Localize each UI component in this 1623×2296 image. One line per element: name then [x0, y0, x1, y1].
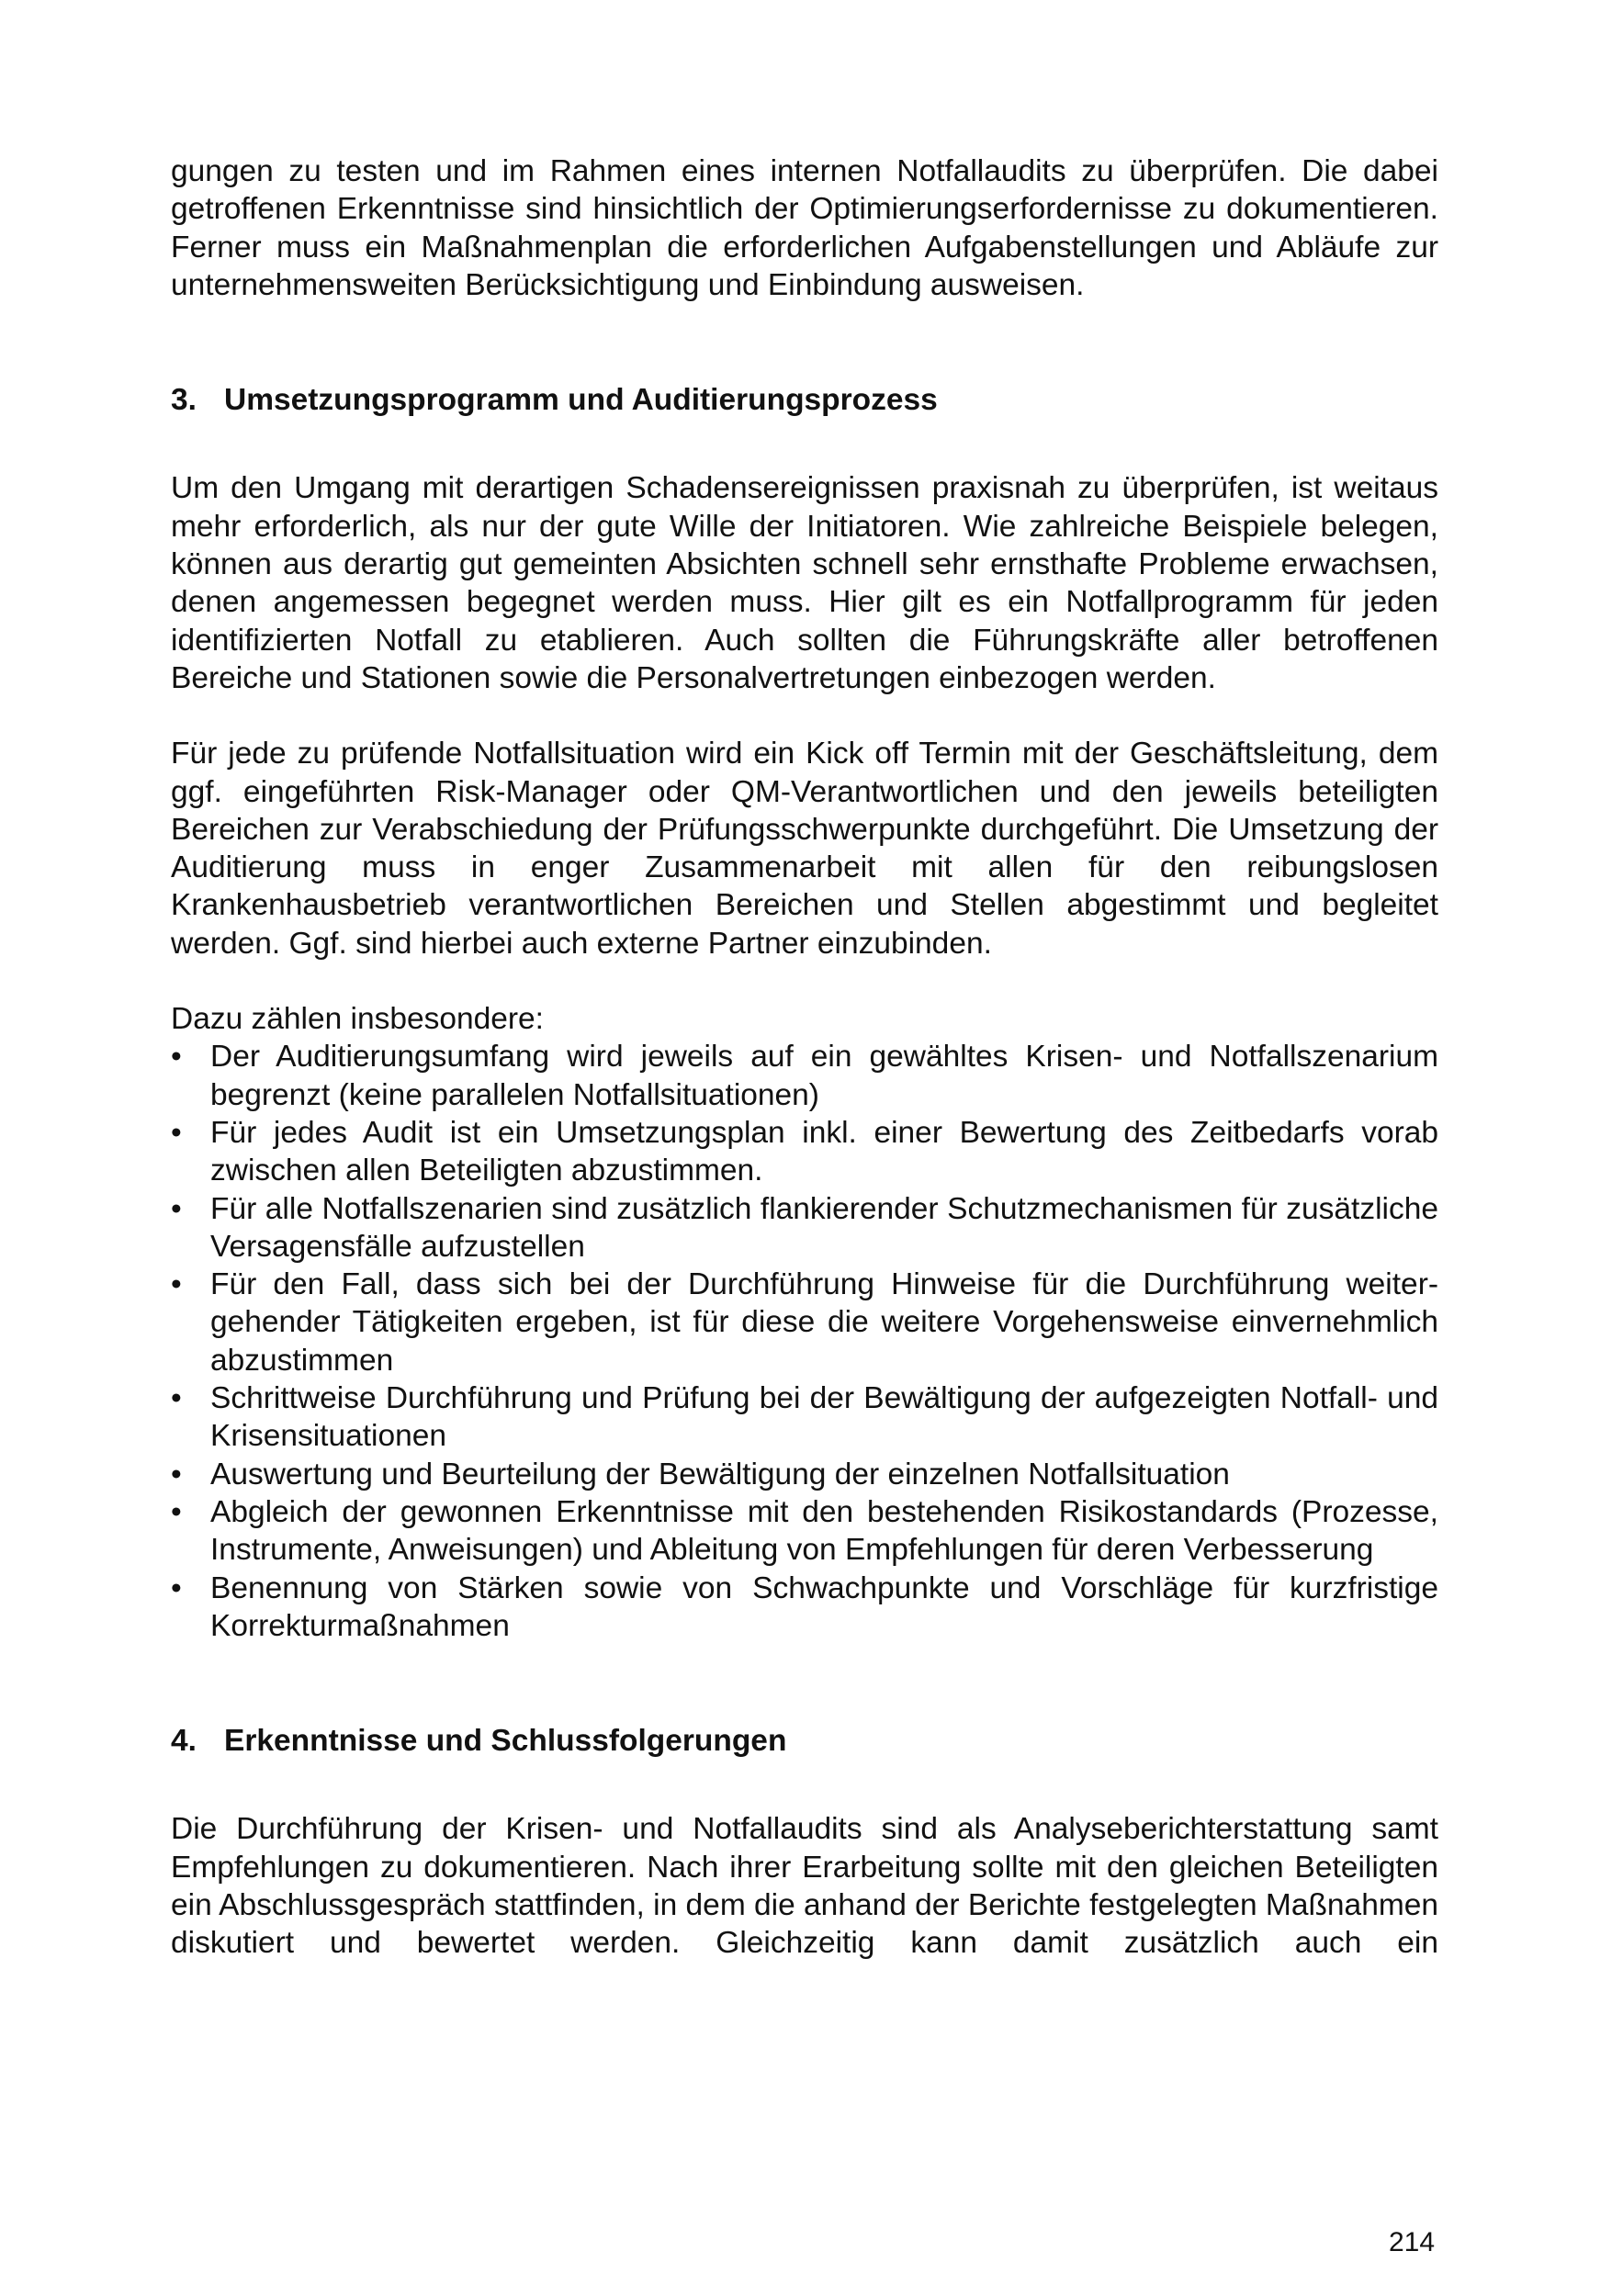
bullet-icon: •	[171, 1494, 182, 1529]
list-item	[171, 1456, 1438, 1493]
list-item-text: Für jedes Audit ist ein Umsetzungsplan inkl. einer Bewertung des Zeitbedarfs vorab zwischen allen Beteiligten abzustimmen.	[210, 1115, 1438, 1188]
list-item-text: Der Auditierungsumfang wird jeweils auf ein gewähltes Krisen- und Notfallszenarium begrenzt (keine parallelen Notfallsituationen)	[210, 1040, 1438, 1112]
section-3-title: Umsetzungsprogramm und Auditierungsprozess	[224, 383, 938, 418]
bullet-list	[171, 1038, 1438, 1645]
list-item	[171, 1190, 1438, 1266]
list-item-text: Schrittweise Durchführung und Prüfung bei der Bewältigung der aufgezeigten Notfall- und Krisensituationen	[210, 1381, 1438, 1454]
bullet-icon: •	[171, 1267, 182, 1302]
list-intro: Dazu zählen insbesondere:	[171, 1002, 544, 1037]
list-item-text: Abgleich der gewonnen Erkenntnisse mit den bestehenden Risikostandards (Prozesse, Instrumente, Anweisungen) und Ableitung von Empfehlungen für deren Verbesserung	[210, 1494, 1438, 1568]
intro-paragraph: gungen zu testen und im Rahmen eines internen Notfallaudits zu überprüfen. Die dabei getroffenen Erkenntnisse sind hinsichtlich der Optimierungserfordernisse zu dokumentieren. Ferner muss ein Maßnahmenplan die erforderlichen Aufgabenstellungen und Abläufe zur unternehmensweiten Berücksichtigung und Einbindung ausweisen.	[171, 154, 1438, 302]
list-item	[171, 1266, 1438, 1379]
bullet-icon: •	[171, 1191, 182, 1226]
section-4-paragraph-1: Die Durchführung der Krisen- und Notfallaudits sind als Analyseberichterstattung samt Empfehlungen zu dokumentieren. Nach ihrer Erarbeitung sollte mit den gleichen Beteiligten ein Abschlussgespräch stattfinden, in dem die anhand der Berichte festgelegten Maßnahmen diskutiert und bewertet werden. Gleichzeitig kann damit zusätzlich auch ein	[171, 1812, 1438, 1961]
list-item	[171, 1493, 1438, 1570]
list-item-text: Für den Fall, dass sich bei der Durchführung Hinweise für die Durchführung weitergehender Tätigkeiten ergeben, ist für diese die weitere Vorgehensweise einvernehmlich abzustimmen	[210, 1267, 1438, 1378]
section-4-title: Erkenntnisse und Schlussfolgerungen	[224, 1724, 787, 1759]
bullet-icon: •	[171, 1040, 182, 1075]
section-3-paragraph-2: Für jede zu prüfende Notfallsituation wird ein Kick off Termin mit der Geschäftsleitung, dem ggf. eingeführten Risk-Manager oder QM-Verantwortlichen und den jeweils beteiligten Bereichen zur Verabschiedung der Prüfungsschwerpunkte durchgeführt. Die Umsetzung der Auditierung muss in enger Zusammenarbeit mit allen für den reibungslosen Krankenhausbetrieb verantwortlichen Bereichen und Stellen abgestimmt und begleitet werden. Ggf. sind hierbei auch externe Partner einzubinden.	[171, 737, 1438, 961]
list-item-text: Auswertung und Beurteilung der Bewältigung der einzelnen Notfallsituation	[210, 1457, 1230, 1491]
section-3-heading	[171, 381, 1438, 419]
list-item	[171, 1114, 1438, 1190]
bullet-icon: •	[171, 1457, 182, 1491]
list-item-text: Benennung von Stärken sowie von Schwachpunkte und Vorschläge für kurzfristige Korrekturmaßnahmen	[210, 1570, 1438, 1643]
bullet-icon: •	[171, 1381, 182, 1416]
section-3-paragraph-1: Um den Umgang mit derartigen Schadensereignissen praxisnah zu überprüfen, ist weitaus mehr erforderlich, als nur der gute Wille der Initiatoren. Wie zahlreiche Beispiele belegen, können aus derartig gut gemeinten Absichten schnell sehr ernsthafte Probleme erwachsen, denen angemessen begegnet werden muss. Hier gilt es ein Notfallprogramm für jeden identifizierten Notfall zu etablieren. Auch sollten die Führungskräfte aller betroffenen Bereiche und Stationen sowie die Personalvertretungen einbezogen werden.	[171, 471, 1438, 695]
document-page	[171, 152, 1438, 1963]
list-item-text: Für alle Notfallszenarien sind zusätzlich flankierender Schutzmechanismen für zusätzliche Versagensfälle aufzustellen	[210, 1191, 1438, 1264]
section-4-heading	[171, 1722, 1438, 1760]
bullet-icon: •	[171, 1115, 182, 1150]
section-4-number: 4.	[171, 1724, 197, 1759]
section-3-number: 3.	[171, 383, 197, 418]
page-number: 214	[1389, 2227, 1436, 2257]
bullet-icon: •	[171, 1570, 182, 1605]
list-item	[171, 1038, 1438, 1114]
list-item	[171, 1570, 1438, 1646]
list-item	[171, 1379, 1438, 1456]
